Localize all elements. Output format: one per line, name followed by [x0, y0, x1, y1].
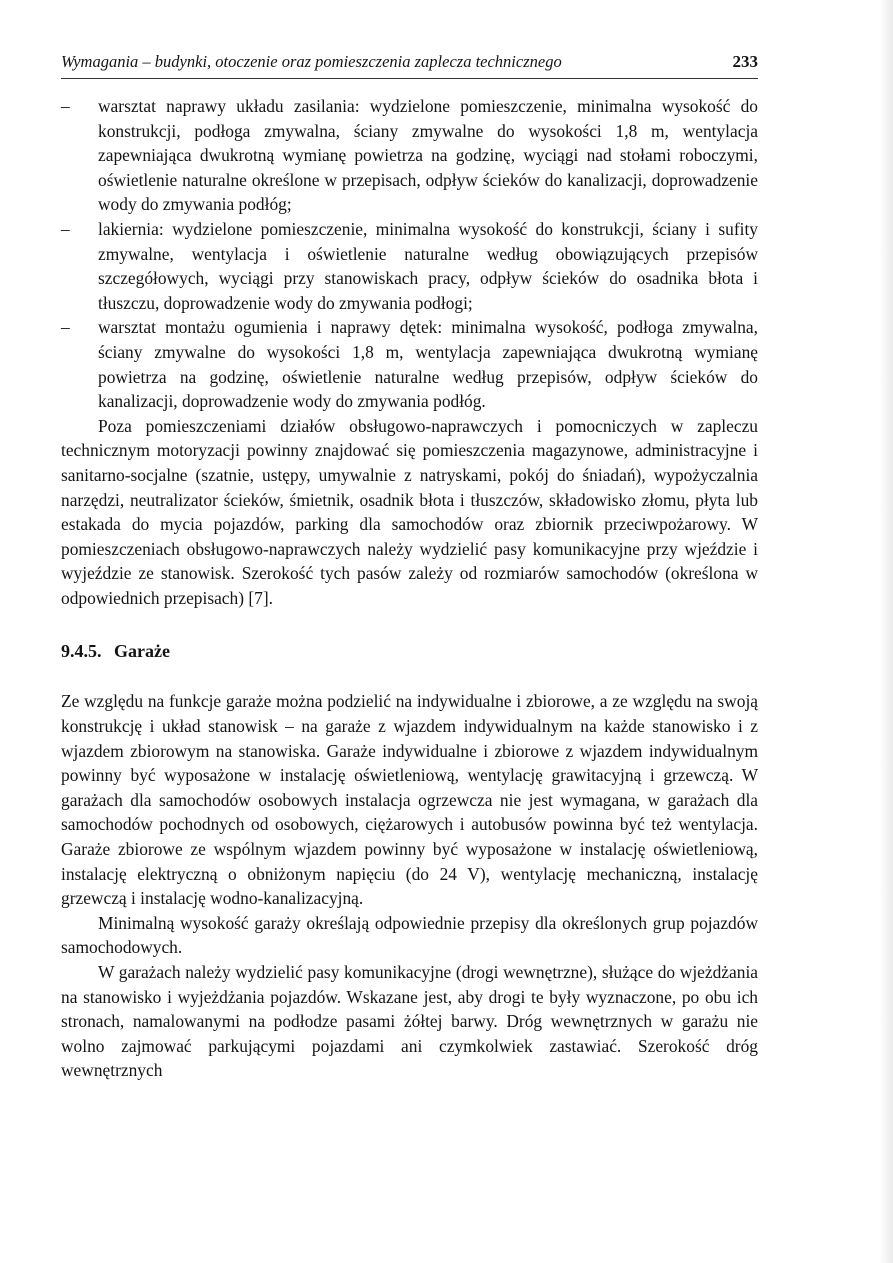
- dash-bullet: –: [61, 317, 70, 338]
- body-paragraph: Poza pomieszczeniami działów obsługowo-naprawczych i pomocniczych w zapleczu technicznym motoryzacji powinny znajdować się pomieszczenia magazynowe, administracyjne i sanitarno-socjalne (szatnie, ustępy, umywalnie z natryskami, pokój do śniadań), wypożyczalnia narzędzi, neutralizator ścieków, śmietnik, osadnik błota i tłuszczów, składowisko złomu, płyta lub estakada do mycia pojazdów, parking dla samochodów oraz zbiornik przeciwpożarowy. W pomieszczeniach obsługowo-naprawczych należy wydzielić pasy komunikacyjne przy wjeździe i wyjeździe ze stanowisk. Szerokość tych pasów zależy od rozmiarów samochodów (określona w odpowiednich przepisach) [7].: [61, 415, 758, 608]
- body-paragraph: Minimalną wysokość garaży określają odpowiednie przepisy dla określonych grup pojazdów samochodowych.: [61, 912, 758, 958]
- scan-edge-shadow: [879, 0, 893, 1263]
- section-title: Garaże: [114, 641, 170, 662]
- dash-bullet: –: [61, 218, 70, 239]
- running-title: Wymagania – budynki, otoczenie oraz pomieszczenia zaplecza technicznego: [61, 52, 562, 71]
- body-paragraph: Ze względu na funkcje garaże można podzielić na indywidualne i zbiorowe, a ze względu na swoją konstrukcję i układ stanowisk – na garaże z wjazdem indywidualnym na każde stanowisko i z wjazdem zbiorowym na stanowiska. Garaże indywidualne i zbiorowe z wjazdem indywidualnym powinny być wyposażone w instalację oświetleniową, wentylację grawitacyjną i grzewczą. W garażach dla samochodów osobowych instalacja ogrzewcza nie jest wymagana, w garażach dla samochodów pochodnych od osobowych, ciężarowych i autobusów powinna być też wentylacja. Garaże zbiorowe ze wspólnym wjazdem powinny być wyposażone w instalację oświetleniową, instalację elektryczną o obniżonym napięciu (do 24 V), wentylację mechaniczną, instalację grzewczą i instalację wodno-kanalizacyjną.: [61, 691, 758, 909]
- body-paragraph: W garażach należy wydzielić pasy komunikacyjne (drogi wewnętrzne), służące do wjeżdżania na stanowisko i wyjeżdżania pojazdów. Wskazane jest, aby drogi te były wyznaczone, po obu ich stronach, namalowanymi na podłodze pasami żółtej barwy. Dróg wewnętrznych w garażu nie wolno zajmować parkującymi pojazdami ani czymkolwiek zastawiać. Szerokość dróg wewnętrznych: [61, 962, 758, 1081]
- list-item-text: warsztat montażu ogumienia i naprawy dętek: minimalna wysokość, podłoga zmywalna, ściany zmywalne do wysokości 1,8 m, wentylacja zapewniająca dwukrotną wymianę powietrza na godzinę, oświetlenie naturalne według przepisów, odpływ ścieków do kanalizacji, doprowadzenie wody do zmywania podłóg.: [98, 317, 758, 412]
- section-heading: [61, 639, 758, 663]
- list-item: [61, 315, 758, 413]
- list-item-text: lakiernia: wydzielone pomieszczenie, minimalna wysokość do konstrukcji, ściany i sufity zmywalne, wentylacja i oświetlenie naturalne według obowiązujących przepisów szczegółowych, wyciągi przy stanowiskach pracy, odpływ ścieków do osadnika błota i tłuszczu, doprowadzenie wody do zmywania podłogi;: [98, 218, 758, 313]
- dash-bullet: –: [61, 96, 70, 116]
- requirements-list: [61, 94, 758, 414]
- list-item-text: warsztat naprawy układu zasilania: wydzielone pomieszczenie, minimalna wysokość do konstrukcji, podłoga zmywalna, ściany zmywalne do wysokości 1,8 m, wentylacja zapewniająca dwukrotną wymianę powietrza na godzinę, wyciągi nad stołami roboczymi, oświetlenie naturalne określone w przepisach, odpływ ścieków do kanalizacji, doprowadzenie wody do zmywania podłóg;: [98, 96, 758, 215]
- list-item: [61, 217, 758, 315]
- running-header: [61, 50, 758, 79]
- page-number: 233: [732, 52, 758, 71]
- section-number: 9.4.5.: [61, 641, 102, 662]
- list-item: [61, 94, 758, 217]
- page-content: [61, 94, 758, 1083]
